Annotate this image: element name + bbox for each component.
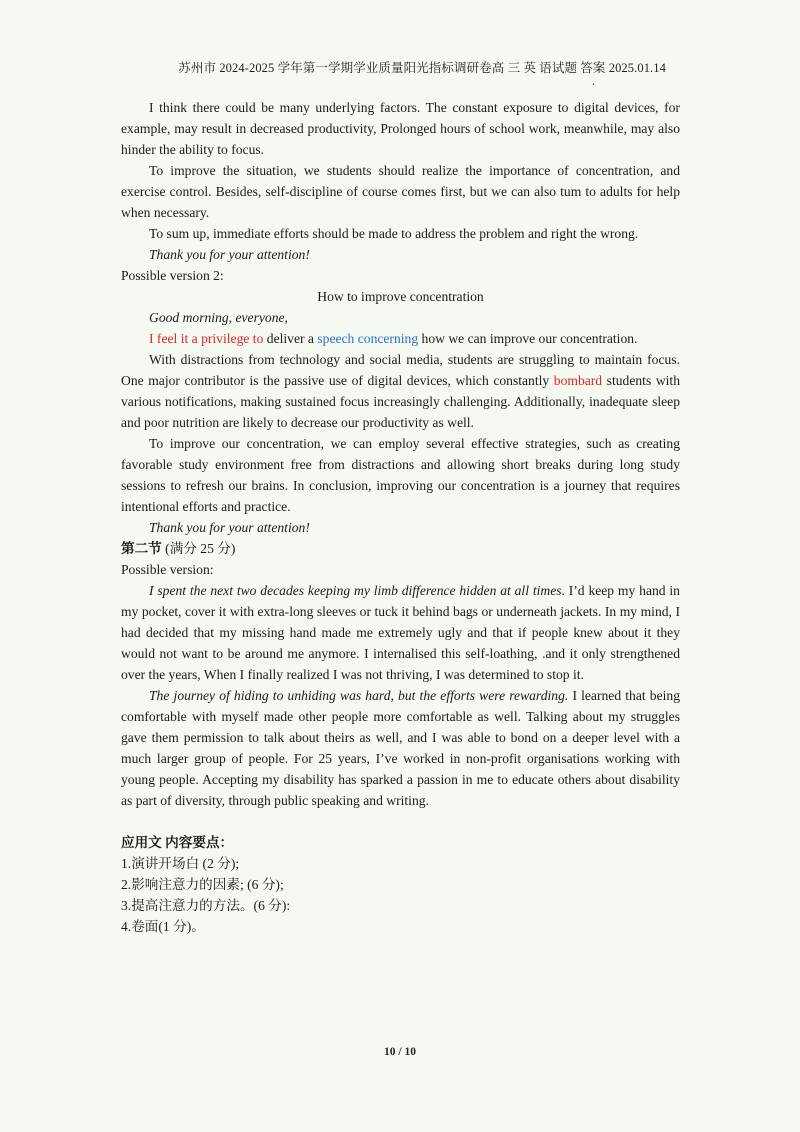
rubric-item: 1.演讲开场白 (2 分); (121, 856, 240, 871)
v1-paragraph-improve: To improve the situation, we students should realize the importance of concentration, and exercise control. Besides, self-discipline of course comes first, but we can also tum to adults for help when necessary. (121, 163, 680, 220)
page-content (121, 97, 680, 937)
rubric-item: 3.提高注意力的方法。(6 分): (121, 898, 291, 913)
v2-label: Possible version 2: (121, 268, 224, 283)
v2-title: How to improve concentration (317, 289, 484, 304)
highlight-phrase-blue: speech concerning (317, 331, 419, 346)
v1-paragraph-sum-up: To sum up, immediate efforts should be made to address the problem and right the wrong. (149, 226, 639, 241)
page-number: 10 / 10 (384, 1046, 416, 1058)
section2-p2-body: I learned that being comfortable with myself made other people more comfortable as well. Talking about my struggles gave them permission to talk about theirs as well, and I was able to bond on a deeper level with a much larger group of people. For 25 years, I’ve worked in non-profit organisations working with young people. Accepting my disability has sparked a passion in me to educate others about disability as part of diversity, through public speaking and writing. (121, 688, 680, 808)
intro-text-2: how we can improve our concentration. (418, 331, 638, 346)
spacer (121, 811, 680, 832)
v1-thanks: Thank you for your attention! (149, 247, 310, 262)
v2-thanks: Thank you for your attention! (149, 520, 310, 535)
highlight-phrase-red: I feel it a privilege to (149, 331, 264, 346)
section2-heading-bold: 第二节 (121, 541, 162, 556)
rubric-item: 2.影响注意力的因素; (6 分); (121, 877, 284, 892)
section2-label: Possible version: (121, 562, 214, 577)
rubric-item: 4.卷面(1 分)。 (121, 919, 205, 934)
v1-paragraph-factors: I think there could be many underlying factors. The constant exposure to digital devices, for example, may result in decreased productivity, Prolonged hours of school work, meanwhile, may also hinder the ability to focus. (121, 100, 680, 157)
v2-intro (121, 328, 680, 349)
section2-heading-score: (满分 25 分) (161, 541, 236, 556)
highlight-word-bombard: bombard (553, 373, 603, 388)
section2-p1-body: . I’d keep my hand in my pocket, cover it with extra-long sleeves or tuck it behind bags or underneath jackets. In my mind, I had decided that my missing hand made me extremely ugly and that if people knew about it they would not want to be around me anymore. I internalised this self-loathing, .and it only strengthened over the years, When I finally realized I was not thriving, I was determined to stop it. (121, 583, 680, 682)
rubric-heading: 应用文 内容要点： (121, 835, 234, 850)
v2-paragraph-distractions (121, 349, 680, 433)
section2-p1-opening: I spent the next two decades keeping my limb difference hidden at all times (149, 583, 562, 598)
v2-greeting: Good morning, everyone, (149, 310, 288, 325)
distractions-text-2: students with various notifications, making sustained focus increasingly challenging. Additionally, inadequate sleep and poor nutrition are likely to decrease our productivity as well. (121, 373, 680, 430)
section2-p2-opening: The journey of hiding to unhiding was hard, but the efforts were rewarding. (149, 688, 569, 703)
section2-paragraph-2 (121, 685, 680, 811)
section2-paragraph-1 (121, 580, 680, 685)
v2-paragraph-strategies: To improve our concentration, we can employ several effective strategies, such as creating favorable study environment free from distractions and allowing short breaks during long study sessions to refresh our brains. In conclusion, improving our concentration is a journey that requires intentional efforts and practice. (121, 436, 680, 514)
distractions-text-1: With distractions from technology and social media, students are struggling to maintain focus. One major contributor is the passive use of digital devices, which constantly (121, 352, 680, 388)
intro-text-1: deliver a (263, 331, 318, 346)
section2-heading (121, 538, 680, 559)
page-header: 苏州市 2024-2025 学年第一学期学业质量阳光指标调研卷高 三 英 语试题 答案 2025.01.14 (178, 61, 666, 75)
header-dot: . (592, 74, 595, 88)
